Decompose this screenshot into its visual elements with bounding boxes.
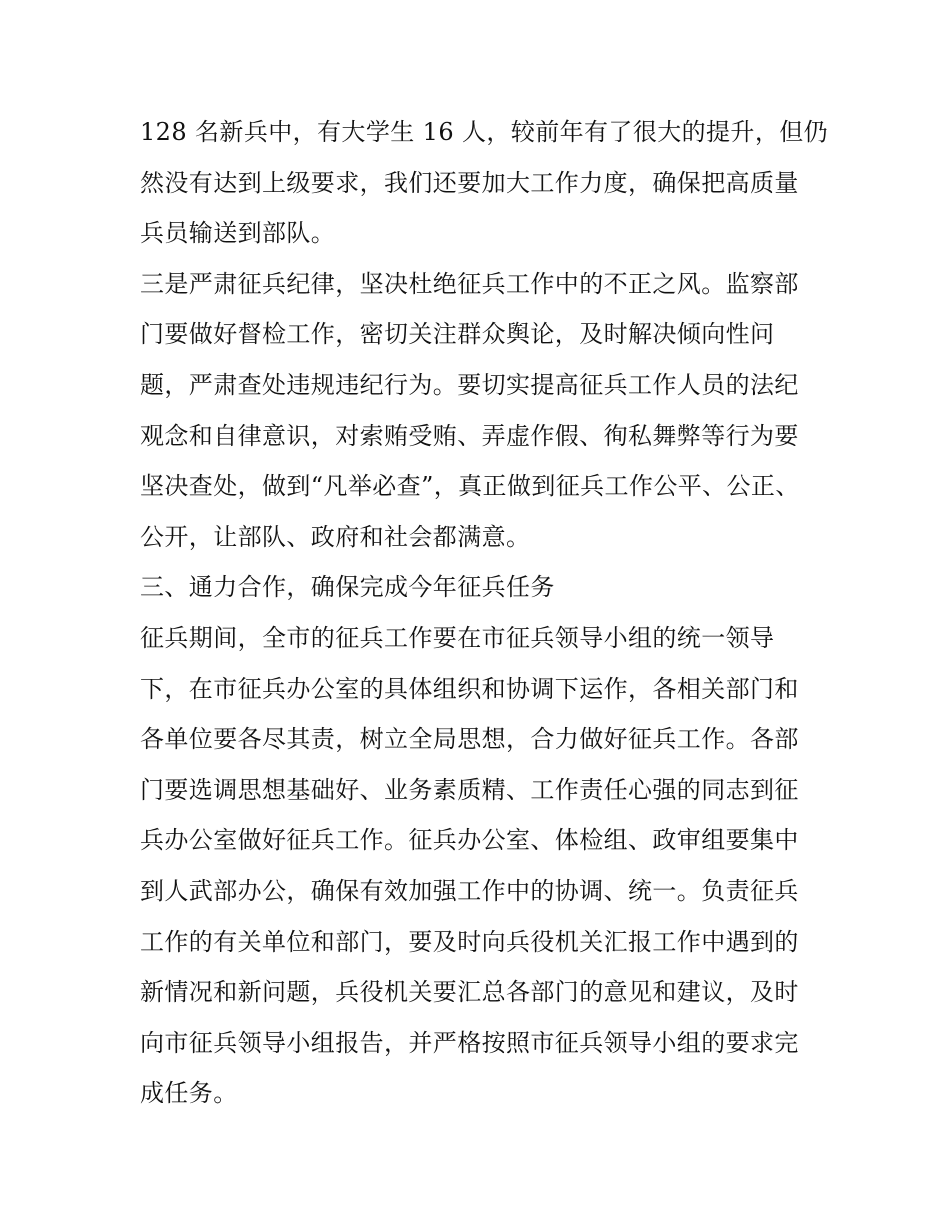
text-line: 各单位要各尽其责，树立全局思想，合力做好征兵工作。各部 (140, 725, 799, 754)
paragraph-recruit-quality (140, 107, 829, 259)
text-line: 向市征兵领导小组报告，并严格按照市征兵领导小组的要求完 (140, 1028, 799, 1057)
text-line: 下，在市征兵办公室的具体组织和协调下运作，各相关部门和 (140, 674, 799, 703)
document-body (140, 107, 829, 1119)
text-line: 兵员输送到部队。 (140, 219, 336, 248)
text-line: 新情况和新问题，兵役机关要汇总各部门的意见和建议，及时 (140, 978, 799, 1007)
text-line: 公开，让部队、政府和社会都满意。 (140, 522, 531, 551)
section-heading: 三、通力合作，确保完成今年征兵任务 (140, 573, 555, 602)
text-line: 工作的有关单位和部门，要及时向兵役机关汇报工作中遇到的 (140, 927, 799, 956)
text-line: 坚决查处，做到“凡举必查”，真正做到征兵工作公平、公正、 (140, 472, 800, 501)
text-line: 门要选调思想基础好、业务素质精、工作责任心强的同志到征 (140, 775, 799, 804)
text-line: 兵办公室做好征兵工作。征兵办公室、体检组、政审组要集中 (140, 826, 799, 855)
paragraph-discipline (140, 259, 820, 563)
text-line: 题，严肃查处违规违纪行为。要切实提高征兵工作人员的法纪 (140, 370, 799, 399)
text-line: 成任务。 (140, 1079, 238, 1108)
text-line: 128 名新兵中，有大学生 16 人，较前年有了很大的提升，但仍 (140, 118, 829, 146)
text-line: 三是严肃征兵纪律，坚决杜绝征兵工作中的不正之风。监察部 (140, 269, 799, 298)
text-line: 到人武部办公，确保有效加强工作中的协调、统一。负责征兵 (140, 876, 799, 905)
text-line: 门要做好督检工作，密切关注群众舆论，及时解决倾向性问 (140, 320, 775, 349)
text-line: 征兵期间，全市的征兵工作要在市征兵领导小组的统一领导 (140, 623, 775, 652)
text-line: 观念和自律意识，对索贿受贿、弄虚作假、徇私舞弊等行为要 (140, 421, 799, 450)
text-line: 然没有达到上级要求，我们还要加大工作力度，确保把高质量 (140, 168, 799, 197)
paragraph-cooperation (140, 613, 820, 1119)
